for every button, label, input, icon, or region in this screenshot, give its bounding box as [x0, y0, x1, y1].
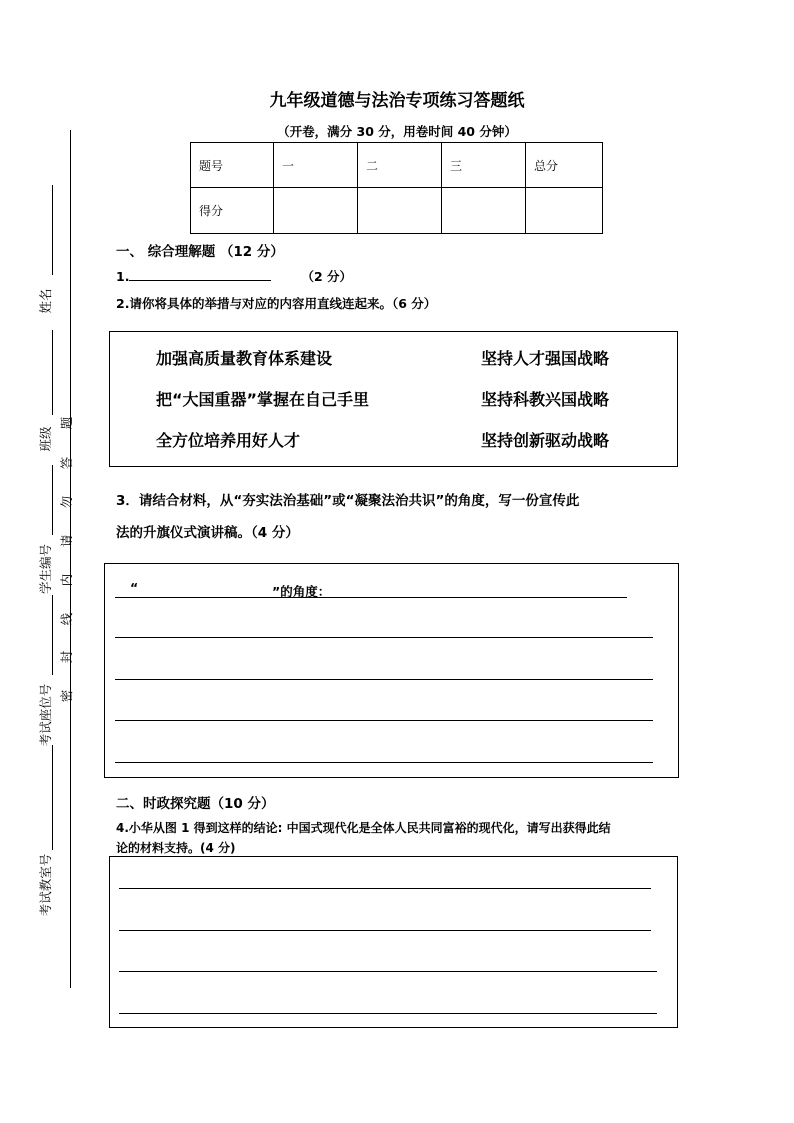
score-table-header-cell: 总分 [526, 143, 603, 188]
page-subtitle: （开卷，满分 30 分，用卷时间 40 分钟） [277, 124, 517, 139]
answer-line[interactable] [119, 1013, 657, 1014]
question-3-answer-box [104, 563, 679, 778]
seal-char: 题 [59, 416, 74, 430]
sidebar-label-name: 姓名 [38, 288, 53, 314]
answer-line[interactable] [115, 720, 653, 721]
question-1 [116, 267, 352, 285]
student-id-fill-line[interactable] [52, 465, 53, 535]
answer-line[interactable] [115, 637, 653, 638]
score-table-header-cell: 一 [274, 143, 358, 188]
seat-number-fill-line[interactable] [52, 595, 53, 675]
sidebar-label-seat-number: 考试座位号 [38, 683, 53, 747]
answer-line[interactable] [119, 888, 651, 889]
section-2-heading: 二、时政探究题（10 分） [116, 796, 275, 812]
answer-line[interactable] [119, 971, 657, 972]
question-4-text-line1: 4.小华从图 1 得到这样的结论: 中国式现代化是全体人民共同富裕的现代化，请写出获得此结 [116, 821, 611, 835]
match-left-item[interactable]: 全方位培养用好人才 [156, 431, 301, 450]
match-right-item[interactable]: 坚持科教兴国战略 [481, 390, 610, 409]
seal-char: 勿 [59, 495, 74, 509]
match-right-item[interactable]: 坚持人才强国战略 [481, 349, 610, 368]
answer-line[interactable] [115, 762, 653, 763]
score-cell[interactable] [358, 188, 442, 234]
name-fill-line[interactable] [52, 185, 53, 275]
question-3-open-quote: “ [130, 580, 139, 595]
score-table-header-cell: 三 [442, 143, 526, 188]
seal-char: 答 [59, 456, 74, 470]
question-4-answer-box [109, 856, 678, 1028]
question-1-number: 1. [116, 269, 130, 284]
question-3-topic-line[interactable] [115, 597, 627, 598]
room-number-fill-line[interactable] [52, 745, 53, 850]
question-3-text-line2: 法的升旗仪式演讲稿。（4 分） [116, 525, 299, 541]
seal-char: 线 [59, 612, 74, 626]
class-fill-line[interactable] [52, 330, 53, 415]
score-row-label: 得分 [191, 188, 274, 234]
question-3-prompt-suffix: ”的角度： [272, 584, 331, 599]
sidebar-label-student-id: 学生编号 [38, 544, 53, 595]
score-cell[interactable] [526, 188, 603, 234]
score-table-header-cell: 二 [358, 143, 442, 188]
answer-line[interactable] [115, 679, 653, 680]
sidebar-label-room-number: 考试教室号 [38, 853, 53, 917]
score-cell[interactable] [274, 188, 358, 234]
seal-char: 封 [59, 650, 74, 664]
binding-line [70, 130, 71, 988]
section-1-heading: 一、 综合理解题 （12 分） [116, 244, 284, 260]
seal-char: 请 [59, 534, 74, 548]
score-table-header-cell: 题号 [191, 143, 274, 188]
question-2-text: 2.请你将具体的举措与对应的内容用直线连起来。（6 分） [116, 296, 437, 311]
match-left-item[interactable]: 加强高质量教育体系建设 [156, 349, 333, 368]
question-4-text-line2: 论的材料支持。(4 分) [116, 841, 236, 855]
answer-line[interactable] [119, 930, 651, 931]
page-title: 九年级道德与法治专项练习答题纸 [269, 91, 525, 111]
seal-char: 密 [59, 689, 74, 703]
sidebar-label-class: 班级 [38, 426, 53, 452]
question-3-text-line1: 3．请结合材料，从“夯实法治基础”或“凝聚法治共识”的角度，写一份宣传此 [116, 493, 580, 509]
match-left-item[interactable]: 把“大国重器”掌握在自己手里 [156, 390, 370, 409]
match-right-item[interactable]: 坚持创新驱动战略 [481, 431, 610, 450]
score-table [190, 142, 603, 234]
seal-char: 内 [59, 573, 74, 587]
question-1-score: （2 分） [301, 269, 353, 284]
score-cell[interactable] [442, 188, 526, 234]
question-1-answer-blank[interactable] [129, 268, 271, 281]
